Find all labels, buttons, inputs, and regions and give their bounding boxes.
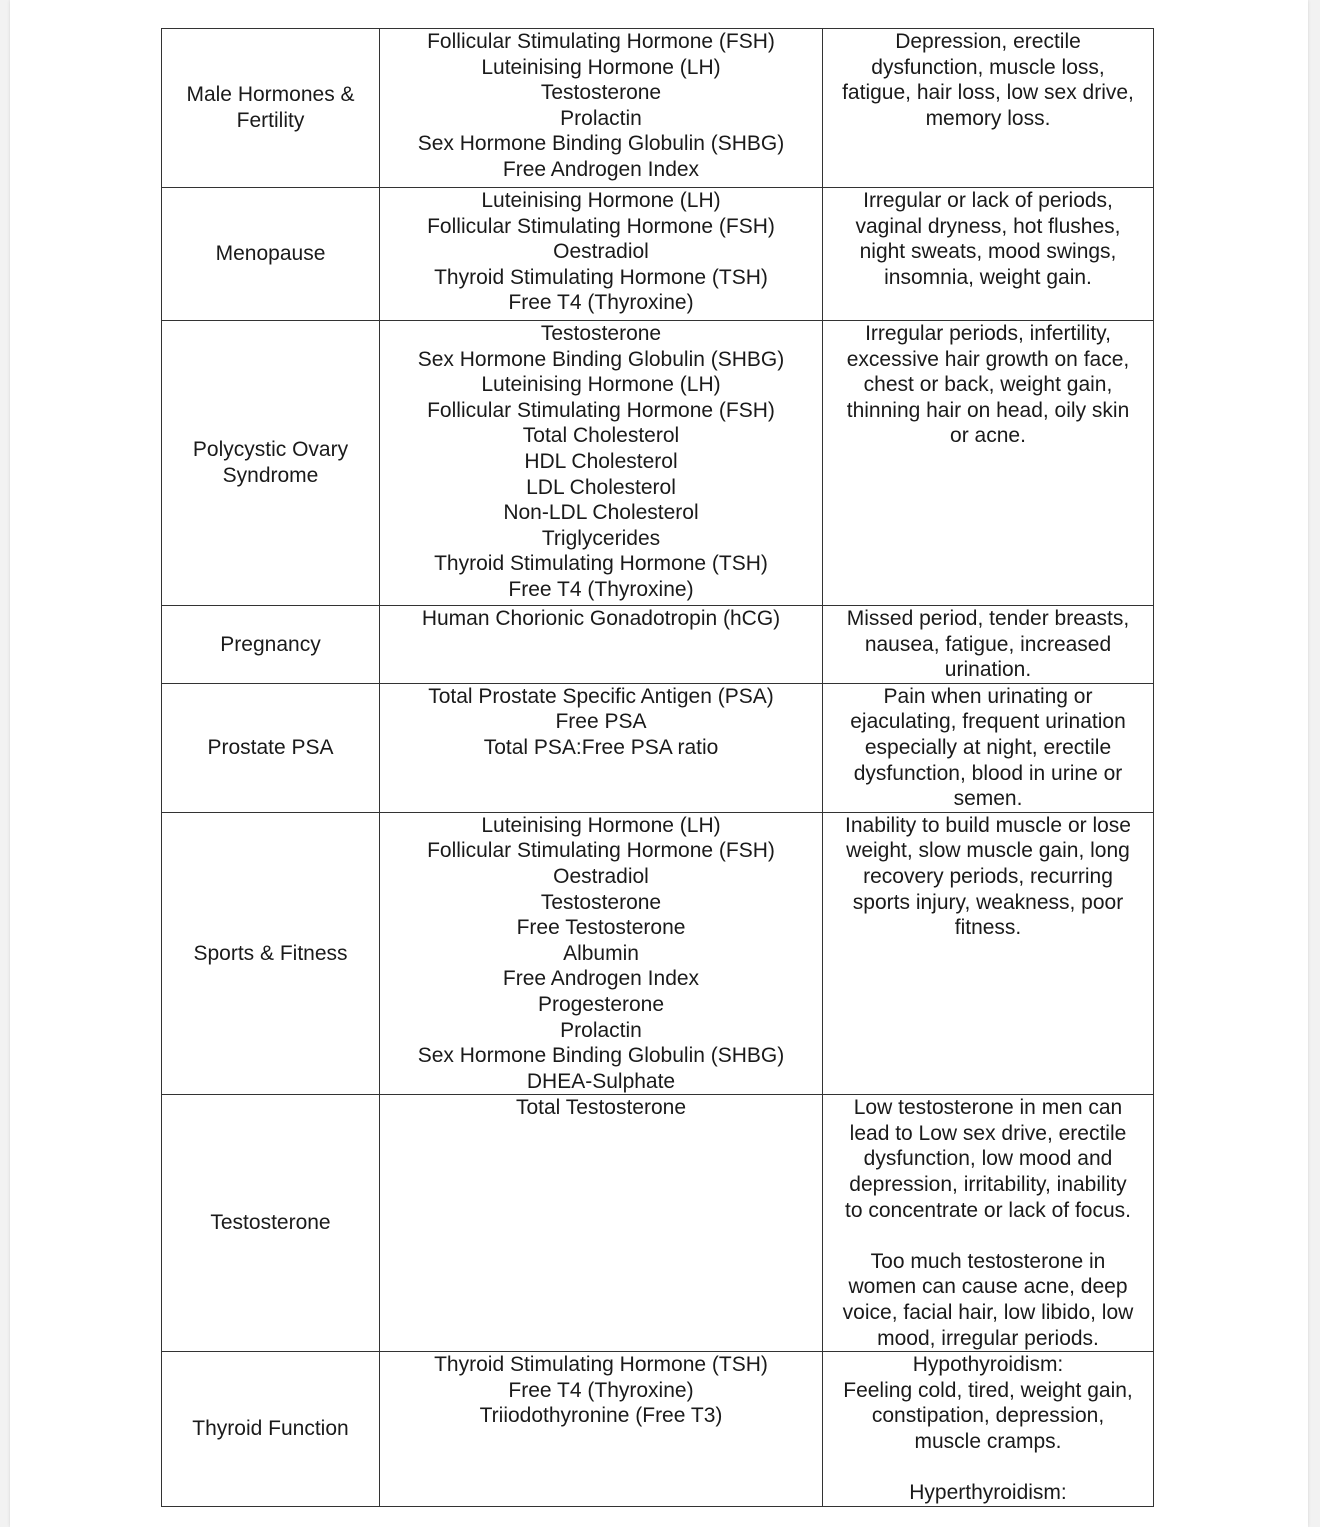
test-item: Thyroid Stimulating Hormone (TSH) — [434, 1353, 768, 1377]
category-line: Sports & Fitness — [193, 941, 348, 965]
test-item: Free Androgen Index — [502, 967, 700, 991]
symptom-line: dysfunction, blood in urine or — [853, 761, 1123, 785]
test-item: Luteinising Hormone (LH) — [481, 813, 721, 837]
test-item: Prolactin — [560, 106, 642, 130]
category-cell — [162, 321, 380, 606]
symptom-line: Hypothyroidism: — [912, 1353, 1064, 1377]
test-item: Human Chorionic Gonadotropin (hCG) — [421, 607, 781, 630]
category-cell — [162, 1352, 380, 1507]
symptom-line: chest or back, weight gain, — [863, 373, 1113, 397]
table-row-prostate-psa — [162, 683, 1154, 812]
table-row-menopause — [162, 188, 1154, 321]
symptom-line: Feeling cold, tired, weight gain, — [843, 1378, 1133, 1402]
tests-cell — [380, 1095, 823, 1352]
symptom-line: constipation, depression, — [871, 1404, 1105, 1428]
tests-cell — [380, 29, 823, 188]
category-cell — [162, 1095, 380, 1352]
test-item: Free PSA — [555, 710, 647, 734]
symptom-line: semen. — [953, 787, 1023, 811]
test-item: Testosterone — [540, 81, 662, 105]
symptom-line: Low testosterone in men can — [853, 1096, 1123, 1120]
tests-cell — [380, 1352, 823, 1507]
symptoms-cell — [823, 606, 1154, 684]
symptom-line: thinning hair on head, oily skin — [846, 398, 1130, 422]
symptom-line: muscle cramps. — [914, 1430, 1062, 1453]
tests-cell — [380, 188, 823, 321]
category-line: Fertility — [236, 109, 305, 132]
test-item: Follicular Stimulating Hormone (FSH) — [427, 30, 775, 53]
tests-cell — [380, 321, 823, 606]
symptom-line: Irregular or lack of periods, — [863, 189, 1113, 212]
test-item: Oestradiol — [553, 240, 649, 264]
symptoms-cell — [823, 1095, 1154, 1352]
table-row-male-hormones-and-fertility — [162, 29, 1154, 188]
symptom-line: Irregular periods, infertility, — [865, 322, 1111, 345]
table-row-pregnancy — [162, 606, 1154, 684]
test-item: Testosterone — [540, 890, 662, 914]
symptom-line: Pain when urinating or — [883, 684, 1093, 708]
symptom-line: fitness. — [954, 916, 1022, 940]
test-item: Total Prostate Specific Antigen (PSA) — [428, 684, 774, 708]
test-item: Thyroid Stimulating Hormone (TSH) — [434, 265, 768, 289]
symptoms-cell — [823, 188, 1154, 321]
document-page — [10, 0, 1308, 1527]
category-line: Syndrome — [222, 464, 319, 487]
test-item: Non-LDL Cholesterol — [503, 501, 699, 525]
symptom-line: memory loss. — [925, 106, 1051, 130]
category-cell — [162, 683, 380, 812]
test-item: Free T4 (Thyroxine) — [508, 1378, 694, 1402]
test-item: Sex Hormone Binding Globulin (SHBG) — [417, 132, 785, 156]
symptom-line: urination. — [944, 658, 1032, 682]
category-cell — [162, 29, 380, 188]
category-line: Thyroid Function — [192, 1417, 349, 1441]
category-line: Polycystic Ovary — [192, 438, 349, 462]
category-line: Prostate PSA — [207, 735, 334, 759]
category-cell — [162, 812, 380, 1095]
test-item: Thyroid Stimulating Hormone (TSH) — [434, 552, 768, 576]
symptom-line: Hyperthyroidism: — [909, 1481, 1067, 1505]
category-line: Menopause — [215, 242, 326, 266]
symptom-line: women can cause acne, deep — [848, 1275, 1128, 1299]
symptom-line: sports injury, weakness, poor — [852, 890, 1124, 914]
symptoms-cell — [823, 812, 1154, 1095]
test-item: Luteinising Hormone (LH) — [481, 373, 721, 397]
tests-cell — [380, 606, 823, 684]
test-item: Luteinising Hormone (LH) — [481, 55, 721, 79]
symptom-line: to concentrate or lack of focus. — [845, 1198, 1131, 1222]
test-item: Albumin — [563, 941, 639, 965]
table-body — [162, 29, 1154, 1507]
test-item: Luteinising Hormone (LH) — [481, 189, 721, 212]
symptoms-cell — [823, 321, 1154, 606]
hormone-test-table — [161, 28, 1154, 1507]
symptom-line: insomnia, weight gain. — [884, 265, 1092, 289]
table-row-sports-and-fitness — [162, 812, 1154, 1095]
symptom-line: mood, irregular periods. — [877, 1326, 1099, 1350]
symptom-line: fatigue, hair loss, low sex drive, — [842, 81, 1134, 105]
test-item: Sex Hormone Binding Globulin (SHBG) — [417, 347, 785, 371]
symptom-line: vaginal dryness, hot flushes, — [855, 214, 1121, 238]
symptom-line: recovery periods, recurring — [863, 864, 1113, 888]
test-item: Follicular Stimulating Hormone (FSH) — [427, 214, 775, 238]
test-item: Follicular Stimulating Hormone (FSH) — [427, 839, 775, 863]
test-item: Free Testosterone — [516, 916, 686, 940]
paragraph-gap — [829, 1455, 1147, 1481]
test-item: Free T4 (Thyroxine) — [508, 291, 694, 315]
symptom-line: Depression, erectile — [895, 30, 1081, 53]
test-item: DHEA-Sulphate — [526, 1069, 676, 1093]
table-row-testosterone — [162, 1095, 1154, 1352]
symptoms-cell — [823, 29, 1154, 188]
tests-cell — [380, 812, 823, 1095]
test-item: Oestradiol — [553, 864, 649, 888]
symptom-line: dysfunction, muscle loss, — [871, 55, 1105, 79]
test-item: Total PSA:Free PSA ratio — [483, 735, 719, 759]
test-item: Triglycerides — [541, 526, 661, 550]
table-row-thyroid-function — [162, 1352, 1154, 1507]
test-item: Sex Hormone Binding Globulin (SHBG) — [417, 1044, 785, 1068]
symptoms-cell — [823, 1352, 1154, 1507]
symptom-line: Missed period, tender breasts, — [846, 607, 1130, 630]
category-line: Testosterone — [210, 1211, 331, 1235]
test-item: Triiodothyronine (Free T3) — [479, 1404, 723, 1428]
symptom-line: dysfunction, low mood and — [863, 1147, 1113, 1171]
category-line: Pregnancy — [220, 632, 321, 656]
symptom-line: nausea, fatigue, increased — [864, 632, 1112, 656]
tests-cell — [380, 683, 823, 812]
symptom-line: depression, irritability, inability — [849, 1173, 1127, 1197]
test-item: Follicular Stimulating Hormone (FSH) — [427, 398, 775, 422]
test-item: Free T4 (Thyroxine) — [508, 577, 694, 601]
symptom-line: night sweats, mood swings, — [859, 240, 1117, 264]
test-item: HDL Cholesterol — [524, 449, 678, 473]
symptom-line: Too much testosterone in — [870, 1249, 1106, 1273]
symptoms-cell — [823, 683, 1154, 812]
symptom-line: voice, facial hair, low libido, low — [842, 1301, 1134, 1325]
symptom-line: or acne. — [950, 424, 1026, 448]
test-item: LDL Cholesterol — [526, 475, 676, 499]
symptom-line: weight, slow muscle gain, long — [846, 839, 1130, 863]
table-row-polycystic-ovary-syndrome — [162, 321, 1154, 606]
symptom-line: lead to Low sex drive, erectile — [849, 1121, 1127, 1145]
symptom-line: Inability to build muscle or lose — [845, 813, 1131, 837]
category-line: Male Hormones & — [186, 83, 355, 107]
symptom-line: excessive hair growth on face, — [846, 347, 1130, 371]
test-item: Total Testosterone — [515, 1096, 687, 1120]
symptom-line: especially at night, erectile — [864, 735, 1112, 759]
test-item: Total Cholesterol — [522, 424, 680, 448]
test-item: Free Androgen Index — [502, 157, 700, 181]
symptom-line: ejaculating, frequent urination — [850, 710, 1126, 734]
category-cell — [162, 188, 380, 321]
category-cell — [162, 606, 380, 684]
test-item: Testosterone — [540, 322, 662, 345]
test-item: Prolactin — [560, 1018, 642, 1042]
paragraph-gap — [829, 1223, 1147, 1249]
test-item: Progesterone — [537, 992, 665, 1016]
